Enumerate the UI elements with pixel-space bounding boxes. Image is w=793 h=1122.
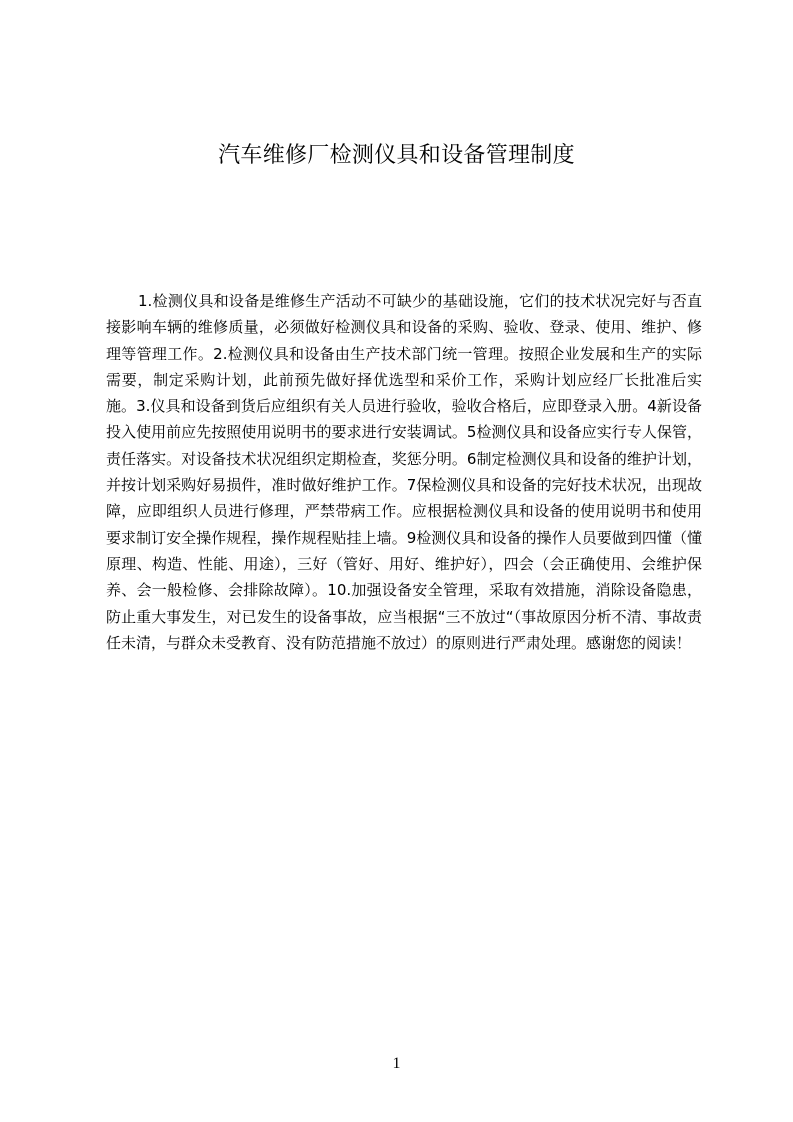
page-number: 1 bbox=[392, 1055, 401, 1072]
document-title: 汽车维修厂检测仪具和设备管理制度 bbox=[218, 143, 575, 168]
body-paragraph: 1.检测仪具和设备是维修生产活动不可缺少的基础设施，它们的技术状况完好与否直接影响车辆的维修质量，必须做好检测仪具和设备的采购、验收、登录、使用、维护、修理等管理工作。2.检测仪具和设备由生产技术部门统一管理。按照企业发展和生产的实际需要，制定采购计划，此前预先做好择优选型和采价工作，采购计划应经厂长批准后实施。3.仪具和设备到货后应组织有关人员进行验收，验收合格后，应即登录入册。4新设备投入使用前应先按照使用说明书的要求进行安装调试。5检测仪具和设备应实行专人保管，责任落实。对设备技术状况组织定期检查，奖惩分明。6制定检测仪具和设备的维护计划，并按计划采购好易损件，准时做好维护工作。7保检测仪具和设备的完好技术状况，出现故障，应即组织人员进行修理，严禁带病工作。应根据检测仪具和设备的使用说明书和使用要求制订安全操作规程，操作规程贴挂上墙。9检测仪具和设备的操作人员要做到四懂（懂原理、构造、性能、用途），三好（管好、用好、维护好），四会（会正确使用、会维护保养、会一般检修、会排除故障）。10.加强设备安全管理，采取有效措施，消除设备隐患，防止重大事发生，对已发生的设备事故，应当根据“三不放过“（事故原因分析不清、事故责任未清，与群众未受教育、没有防范措施不放过）的原则进行严肃处理。感谢您的阅读！ bbox=[106, 292, 702, 652]
